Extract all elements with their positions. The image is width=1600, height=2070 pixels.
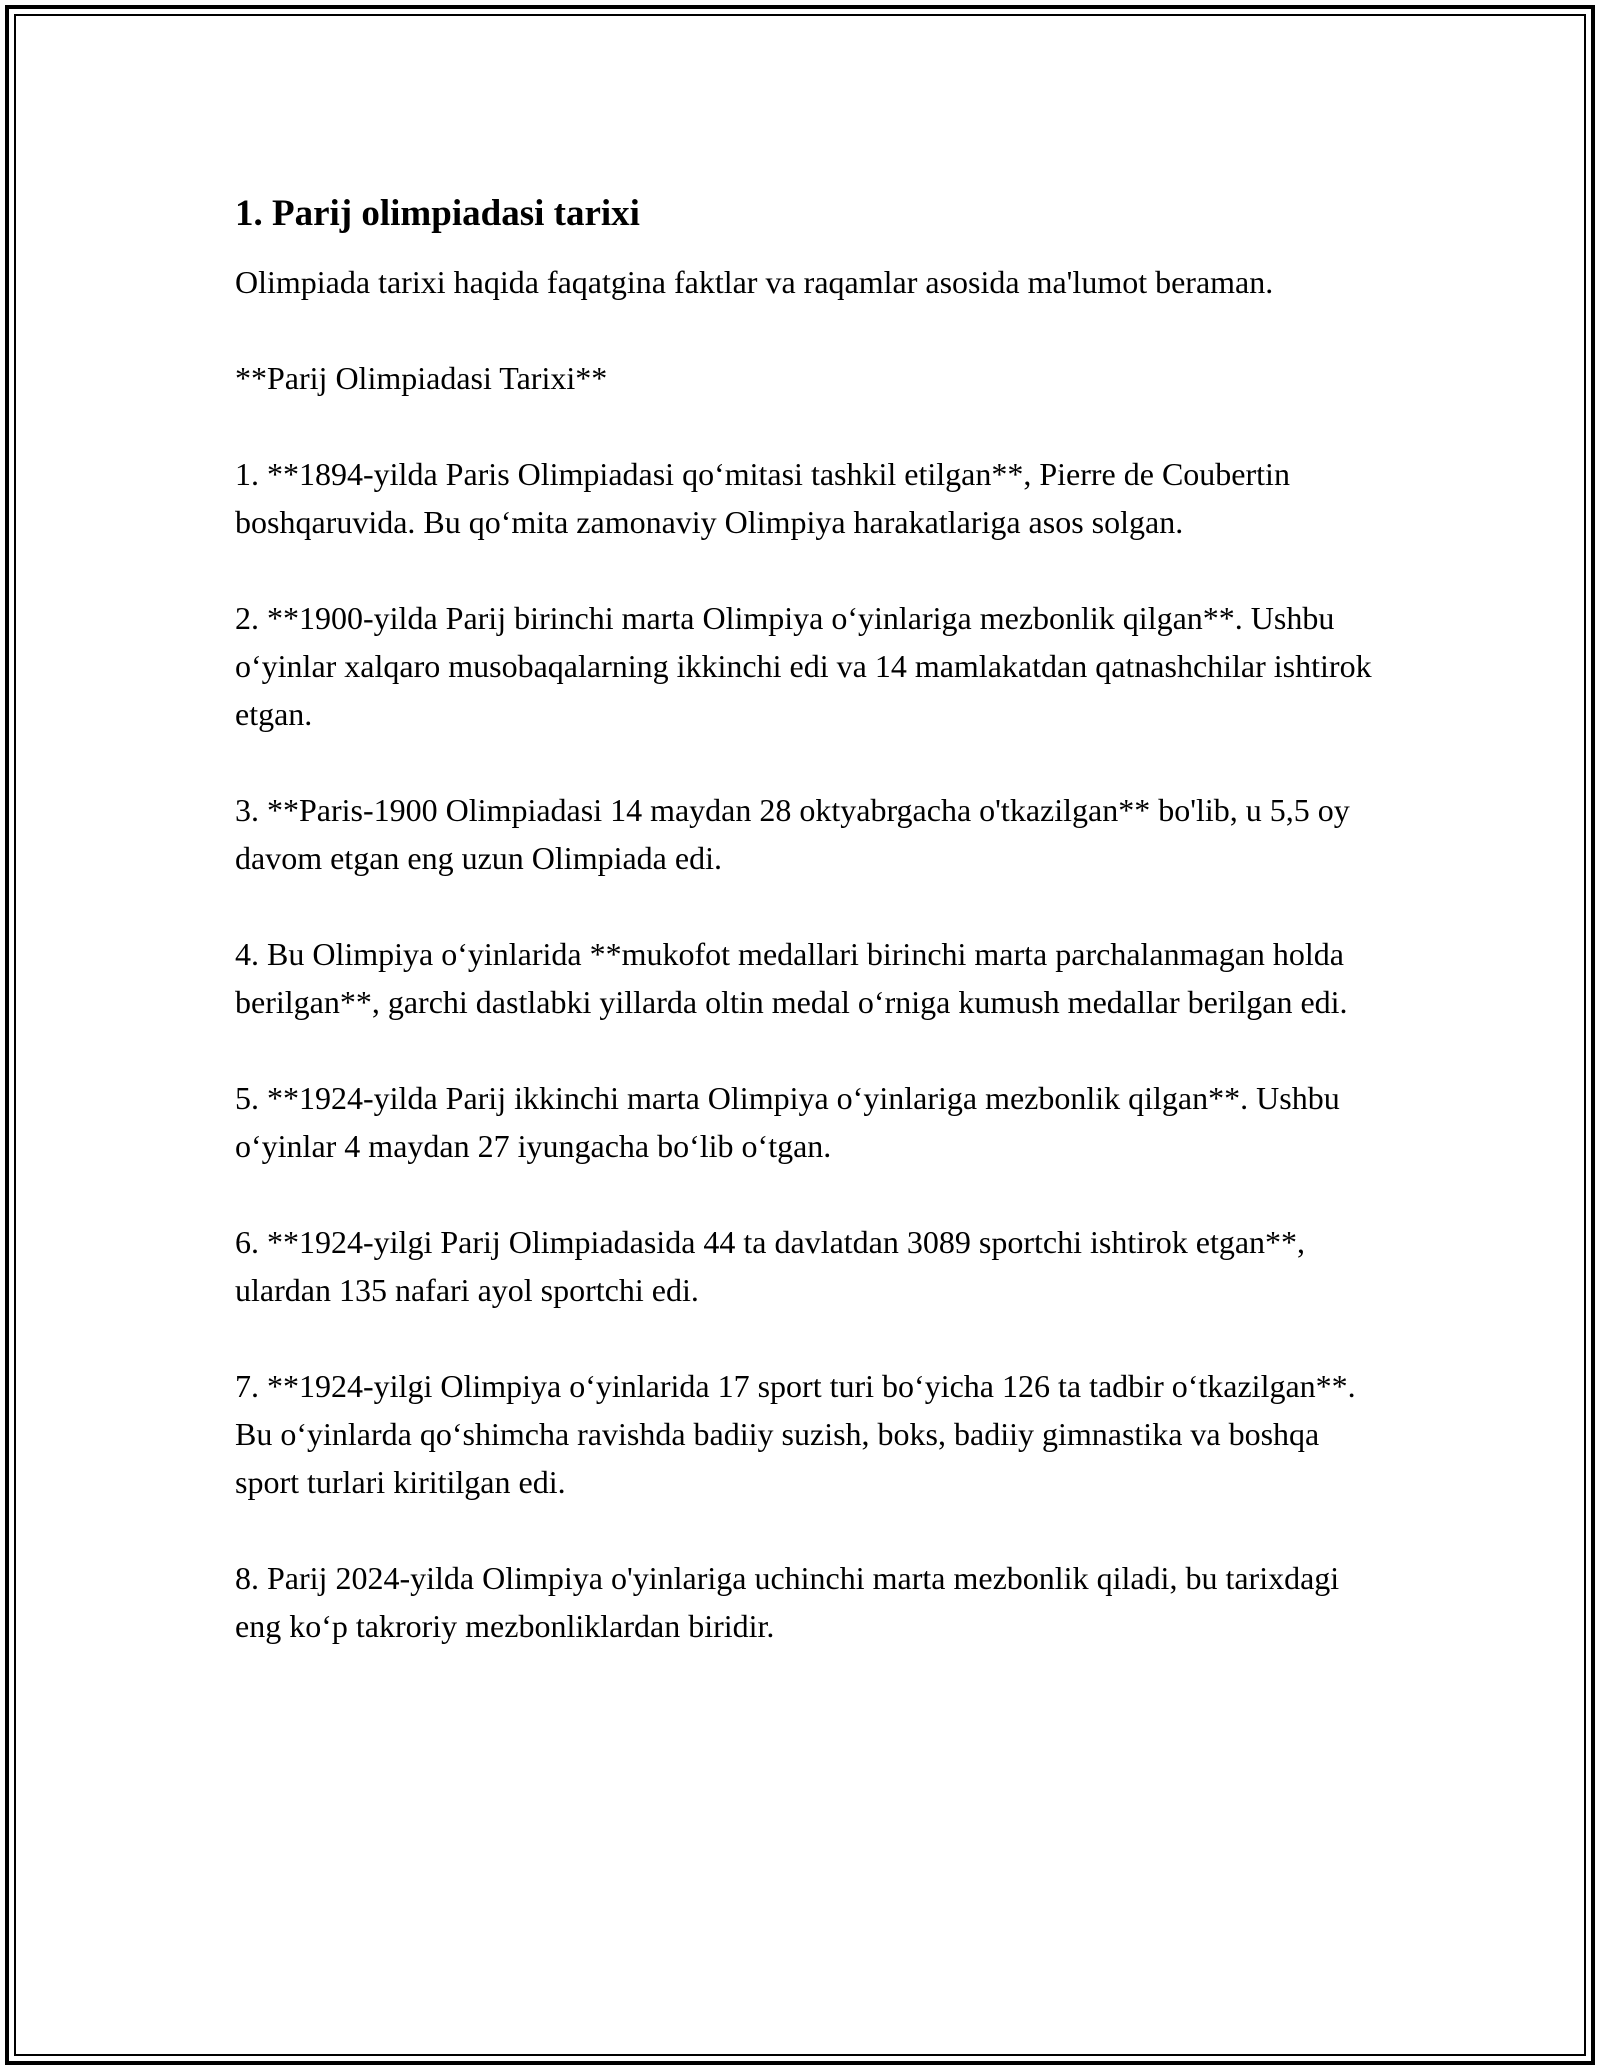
document-title: 1. Parij olimpiadasi tarixi: [235, 193, 640, 234]
list-item: 5. **1924-yilda Parij ikkinchi marta Olimpiya o‘yinlariga mezbonlik qilgan**. Ushbu o‘yinlar 4 maydan 27 iyungacha bo‘lib o‘tgan.: [235, 1080, 1340, 1164]
list-item: 6. **1924-yilgi Parij Olimpiadasida 44 ta davlatdan 3089 sportchi ishtirok etgan**, ulardan 135 nafari ayol sportchi edi.: [235, 1224, 1306, 1308]
list-item: 8. Parij 2024-yilda Olimpiya o'yinlariga uchinchi marta mezbonlik qiladi, bu tarixdagi eng ko‘p takroriy mezbonliklardan biridir.: [235, 1560, 1340, 1644]
list-item: 1. **1894-yilda Paris Olimpiadasi qo‘mitasi tashkil etilgan**, Pierre de Coubertin boshqaruvida. Bu qo‘mita zamonaviy Olimpiya harakatlariga asos solgan.: [235, 456, 1290, 540]
intro-paragraph: Olimpiada tarixi haqida faqatgina faktlar va raqamlar asosida ma'lumot beraman.: [235, 264, 1274, 300]
list-item: 3. **Paris-1900 Olimpiadasi 14 maydan 28 oktyabrgacha o'tkazilgan** bo'lib, u 5,5 oy davom etgan eng uzun Olimpiada edi.: [235, 792, 1350, 876]
list-item: 4. Bu Olimpiya o‘yinlarida **mukofot medallari birinchi marta parchalanmagan holda berilgan**, garchi dastlabki yillarda oltin medal o‘rniga kumush medallar berilgan edi.: [235, 936, 1348, 1020]
section-subheading: **Parij Olimpiadasi Tarixi**: [235, 360, 608, 396]
document-body: [235, 190, 1385, 1698]
list-item: 2. **1900-yilda Parij birinchi marta Olimpiya o‘yinlariga mezbonlik qilgan**. Ushbu o‘yinlar xalqaro musobaqalarning ikkinchi edi va 14 mamlakatdan qatnashchilar ishtirok etgan.: [235, 600, 1372, 732]
list-item: 7. **1924-yilgi Olimpiya o‘yinlarida 17 sport turi bo‘yicha 126 ta tadbir o‘tkazilgan**. Bu o‘yinlarda qo‘shimcha ravishda badiiy suzish, boks, badiiy gimnastika va boshqa sport turlari kiritilgan edi.: [235, 1368, 1356, 1500]
